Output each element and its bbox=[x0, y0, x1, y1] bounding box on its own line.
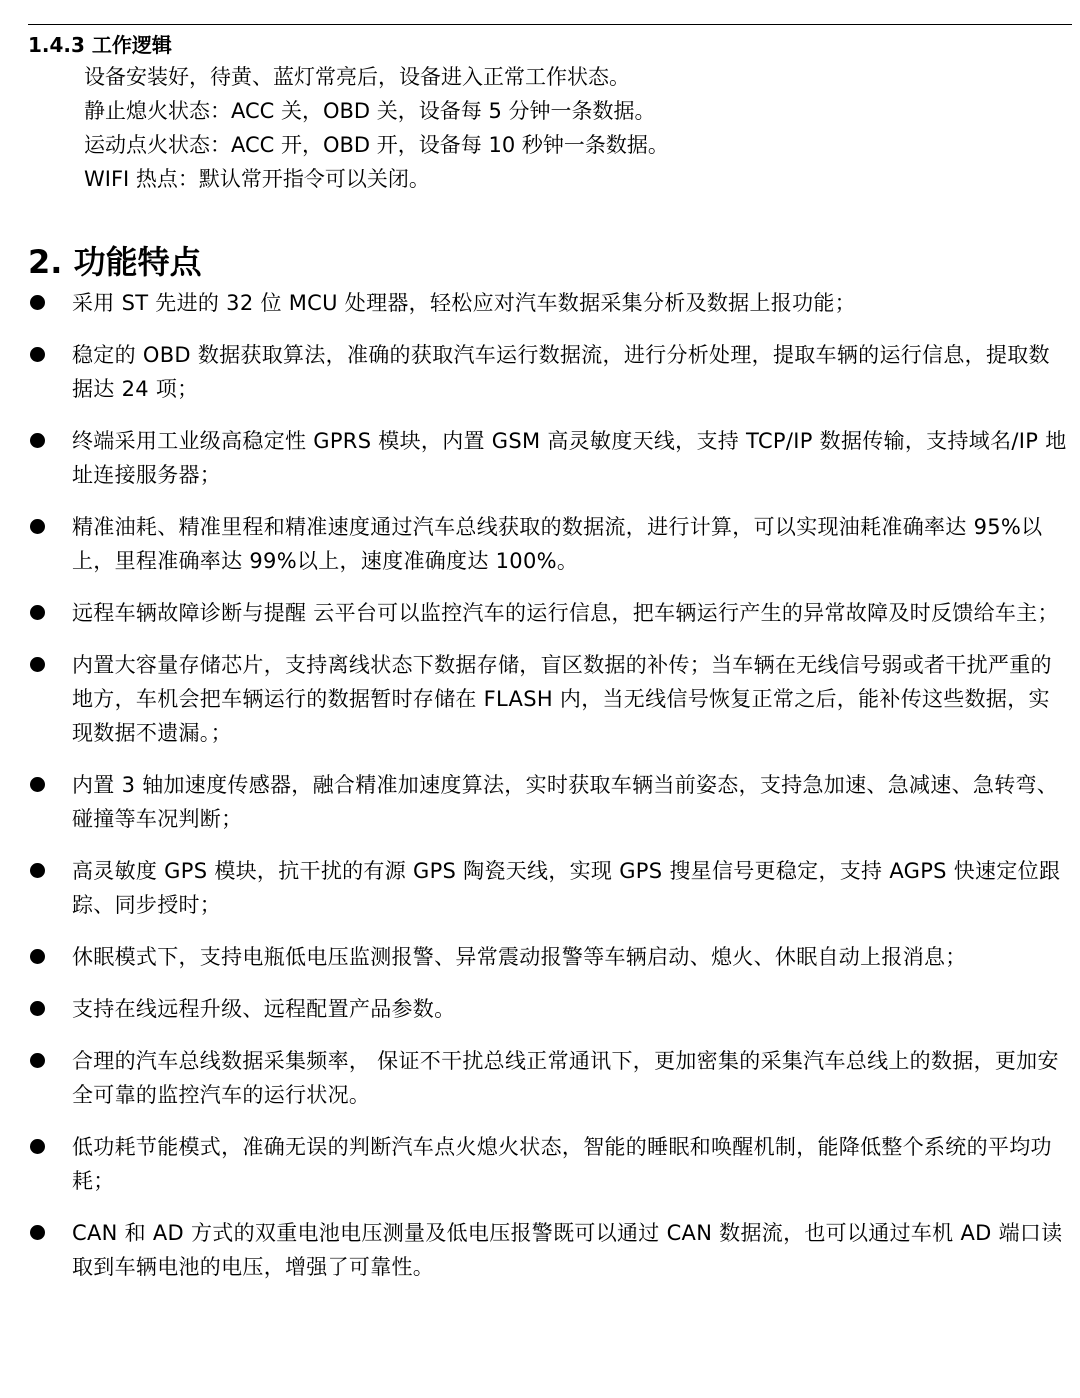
list-item-text: 支持在线远程升级、远程配置产品参数。 bbox=[72, 997, 456, 1021]
top-divider bbox=[28, 24, 1072, 25]
list-item-text: 稳定的 OBD 数据获取算法，准确的获取汽车运行数据流，进行分析处理，提取车辆的运行信息，提取数据达 24 项； bbox=[72, 343, 1050, 401]
list-item-text: 合理的汽车总线数据采集频率， 保证不干扰总线正常通讯下，更加密集的采集汽车总线上的数据，更加安全可靠的监控汽车的运行状况。 bbox=[72, 1049, 1059, 1107]
list-item bbox=[28, 1216, 1068, 1284]
list-item-text: CAN 和 AD 方式的双重电池电压测量及低电压报警既可以通过 CAN 数据流，也可以通过车机 AD 端口读取到车辆电池的电压，增强了可靠性。 bbox=[72, 1221, 1063, 1279]
list-item bbox=[28, 286, 1068, 320]
section-work-logic bbox=[28, 30, 1068, 196]
bullet-icon bbox=[30, 657, 45, 672]
list-item-text: 低功耗节能模式，准确无误的判断汽车点火熄火状态，智能的睡眠和唤醒机制，能降低整个系统的平均功耗； bbox=[72, 1135, 1052, 1193]
list-item bbox=[28, 648, 1068, 750]
bullet-icon bbox=[30, 1053, 45, 1068]
bullet-icon bbox=[30, 347, 45, 362]
paragraph-line: WIFI 热点：默认常开指令可以关闭。 bbox=[84, 167, 430, 191]
bullet-icon bbox=[30, 433, 45, 448]
list-item-text: 精准油耗、精准里程和精准速度通过汽车总线获取的数据流，进行计算，可以实现油耗准确率达 95%以上，里程准确率达 99%以上，速度准确度达 100%。 bbox=[72, 515, 1043, 573]
list-item bbox=[28, 940, 1068, 974]
list-item bbox=[28, 992, 1068, 1026]
feature-list bbox=[28, 286, 1068, 1302]
list-item bbox=[28, 1044, 1068, 1112]
section-heading-features: 2. 功能特点 bbox=[28, 243, 202, 281]
list-item bbox=[28, 596, 1068, 630]
list-item-text: 内置大容量存储芯片，支持离线状态下数据存储，盲区数据的补传；当车辆在无线信号弱或者干扰严重的地方，车机会把车辆运行的数据暂时存储在 FLASH 内，当无线信号恢复正常之后，能补传这些数据，实现数据不遗漏。； bbox=[72, 653, 1052, 745]
list-item-text: 高灵敏度 GPS 模块，抗干扰的有源 GPS 陶瓷天线，实现 GPS 搜星信号更稳定，支持 AGPS 快速定位跟踪、同步授时； bbox=[72, 859, 1061, 917]
list-item bbox=[28, 1130, 1068, 1198]
bullet-icon bbox=[30, 777, 45, 792]
list-item-text: 休眠模式下，支持电瓶低电压监测报警、异常震动报警等车辆启动、熄火、休眠自动上报消息； bbox=[72, 945, 967, 969]
list-item bbox=[28, 424, 1068, 492]
list-item bbox=[28, 510, 1068, 578]
list-item-text: 终端采用工业级高稳定性 GPRS 模块，内置 GSM 高灵敏度天线，支持 TCP/IP 数据传输，支持域名/IP 地址连接服务器； bbox=[72, 429, 1067, 487]
list-item bbox=[28, 854, 1068, 922]
bullet-icon bbox=[30, 295, 45, 310]
bullet-icon bbox=[30, 863, 45, 878]
bullet-icon bbox=[30, 605, 45, 620]
bullet-icon bbox=[30, 1139, 45, 1154]
section-heading: 1.4.3 工作逻辑 bbox=[28, 33, 172, 57]
bullet-icon bbox=[30, 949, 45, 964]
bullet-icon bbox=[30, 519, 45, 534]
list-item-text: 内置 3 轴加速度传感器，融合精准加速度算法，实时获取车辆当前姿态，支持急加速、急减速、急转弯、碰撞等车况判断； bbox=[72, 773, 1059, 831]
list-item bbox=[28, 768, 1068, 836]
list-item-text: 远程车辆故障诊断与提醒 云平台可以监控汽车的运行信息，把车辆运行产生的异常故障及时反馈给车主； bbox=[72, 601, 1059, 625]
paragraph-line: 设备安装好，待黄、蓝灯常亮后，设备进入正常工作状态。 bbox=[84, 65, 630, 89]
paragraph-line: 静止熄火状态：ACC 关，OBD 关，设备每 5 分钟一条数据。 bbox=[84, 99, 656, 123]
bullet-icon bbox=[30, 1225, 45, 1240]
paragraph-line: 运动点火状态：ACC 开，OBD 开，设备每 10 秒钟一条数据。 bbox=[84, 133, 669, 157]
bullet-icon bbox=[30, 1001, 45, 1016]
list-item bbox=[28, 338, 1068, 406]
list-item-text: 采用 ST 先进的 32 位 MCU 处理器，轻松应对汽车数据采集分析及数据上报功能； bbox=[72, 291, 856, 315]
